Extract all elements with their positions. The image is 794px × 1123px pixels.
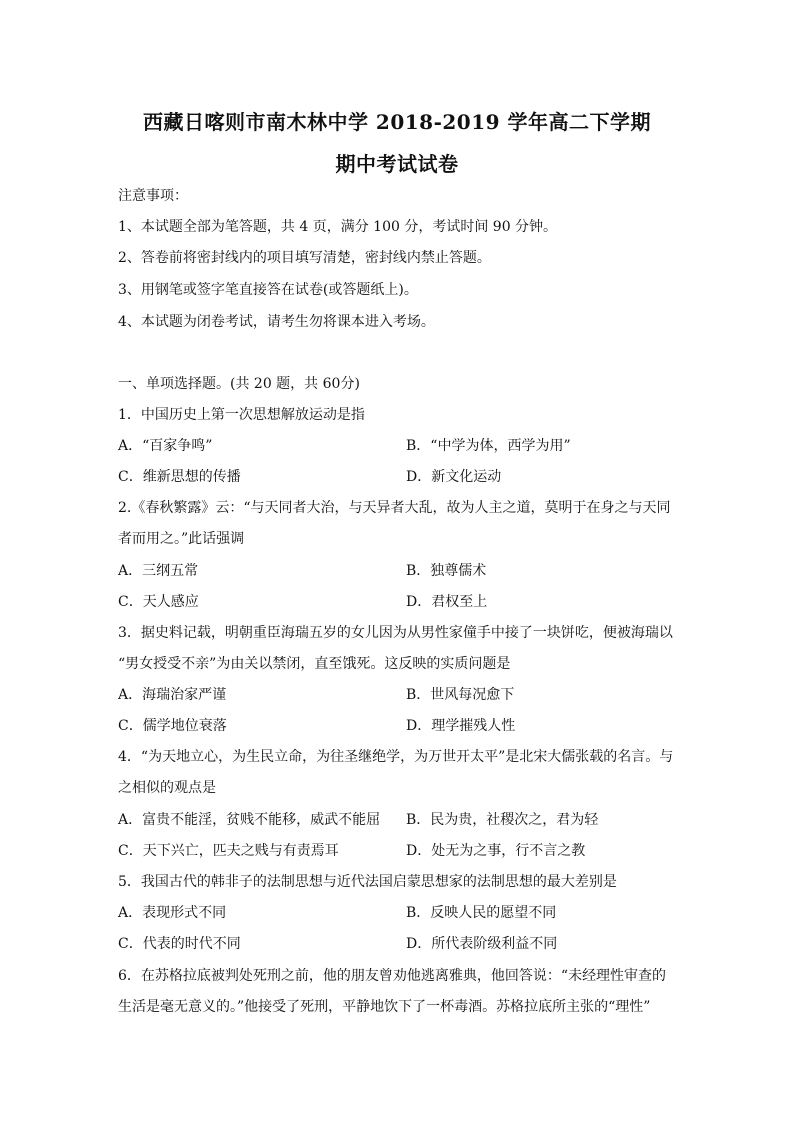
option-d: D．所代表阶级利益不同 — [406, 936, 558, 952]
question-stem: 4．“为天地立心，为生民立命，为往圣继绝学，为万世开太平”是北宋大儒张载的名言。与 — [118, 749, 674, 765]
page-title: 西藏日喀则市南木林中学 2018-2019 学年高二下学期 — [142, 110, 652, 134]
option-d: D．君权至上 — [406, 594, 488, 610]
question-stem-cont: “男女授受不亲”为由关以禁闭，直至饿死。这反映的实质问题是 — [118, 656, 511, 672]
question-stem-cont: 生活是毫无意义的。”他接受了死刑，平静地饮下了一杯毒酒。苏格拉底所主张的“理性” — [118, 999, 651, 1015]
option-a: A．“百家争鸣” — [118, 438, 213, 454]
option-c: C．维新思想的传播 — [118, 469, 241, 485]
notice-item: 1、本试题全部为笔答题，共 4 页，满分 100 分，考试时间 90 分钟。 — [118, 219, 558, 235]
question-stem: 5．我国古代的韩非子的法制思想与近代法国启蒙思想家的法制思想的最大差别是 — [118, 874, 617, 890]
notice-item: 2、答卷前将密封线内的项目填写清楚，密封线内禁止答题。 — [118, 250, 491, 266]
option-b: B．世风每况愈下 — [406, 687, 515, 703]
option-c: C．儒学地位衰落 — [118, 718, 227, 734]
option-a: A．海瑞治家严谨 — [118, 687, 227, 703]
option-d: D．新文化运动 — [406, 469, 502, 485]
notice-heading: 注意事项： — [118, 188, 188, 204]
option-c: C．天人感应 — [118, 594, 199, 610]
page-subtitle: 期中考试试卷 — [335, 152, 459, 176]
option-b: B．民为贵，社稷次之，君为轻 — [406, 812, 599, 828]
section-heading: 一、单项选择题。(共 20 题，共 60分) — [118, 376, 360, 392]
option-d: D．处无为之事，行不言之教 — [406, 843, 586, 859]
option-d: D．理学摧残人性 — [406, 718, 516, 734]
question-stem-cont: 者而用之。”此话强调 — [118, 531, 245, 547]
option-a: A．富贵不能淫，贫贱不能移，威武不能屈 — [118, 812, 381, 828]
question-stem-cont: 之相似的观点是 — [118, 780, 216, 796]
notice-item: 4、本试题为闭卷考试，请考生勿将课本进入考场。 — [118, 314, 435, 330]
option-c: C．天下兴亡，匹夫之贱与有责焉耳 — [118, 843, 339, 859]
question-stem: 3．据史料记载，明朝重臣海瑞五岁的女儿因为从男性家僮手中接了一块饼吃，便被海瑞以 — [118, 625, 673, 641]
option-b: B．反映人民的愿望不同 — [406, 905, 557, 921]
option-b: B．独尊儒术 — [406, 563, 487, 579]
option-a: A．表现形式不同 — [118, 905, 227, 921]
question-stem: 1．中国历史上第一次思想解放运动是指 — [118, 407, 365, 423]
option-c: C．代表的时代不同 — [118, 936, 241, 952]
option-a: A．三纲五常 — [118, 563, 199, 579]
question-stem: 2.《春秋繁露》云：“与天同者大治，与天异者大乱，故为人主之道，莫明于在身之与天同 — [118, 500, 671, 516]
notice-item: 3、用钢笔或签字笔直接答在试卷(或答题纸上)。 — [118, 282, 418, 298]
question-stem: 6．在苏格拉底被判处死刑之前，他的朋友曾劝他逃离雅典，他回答说：“未经理性审查的 — [118, 968, 667, 984]
option-b: B．“中学为体，西学为用” — [406, 438, 571, 454]
